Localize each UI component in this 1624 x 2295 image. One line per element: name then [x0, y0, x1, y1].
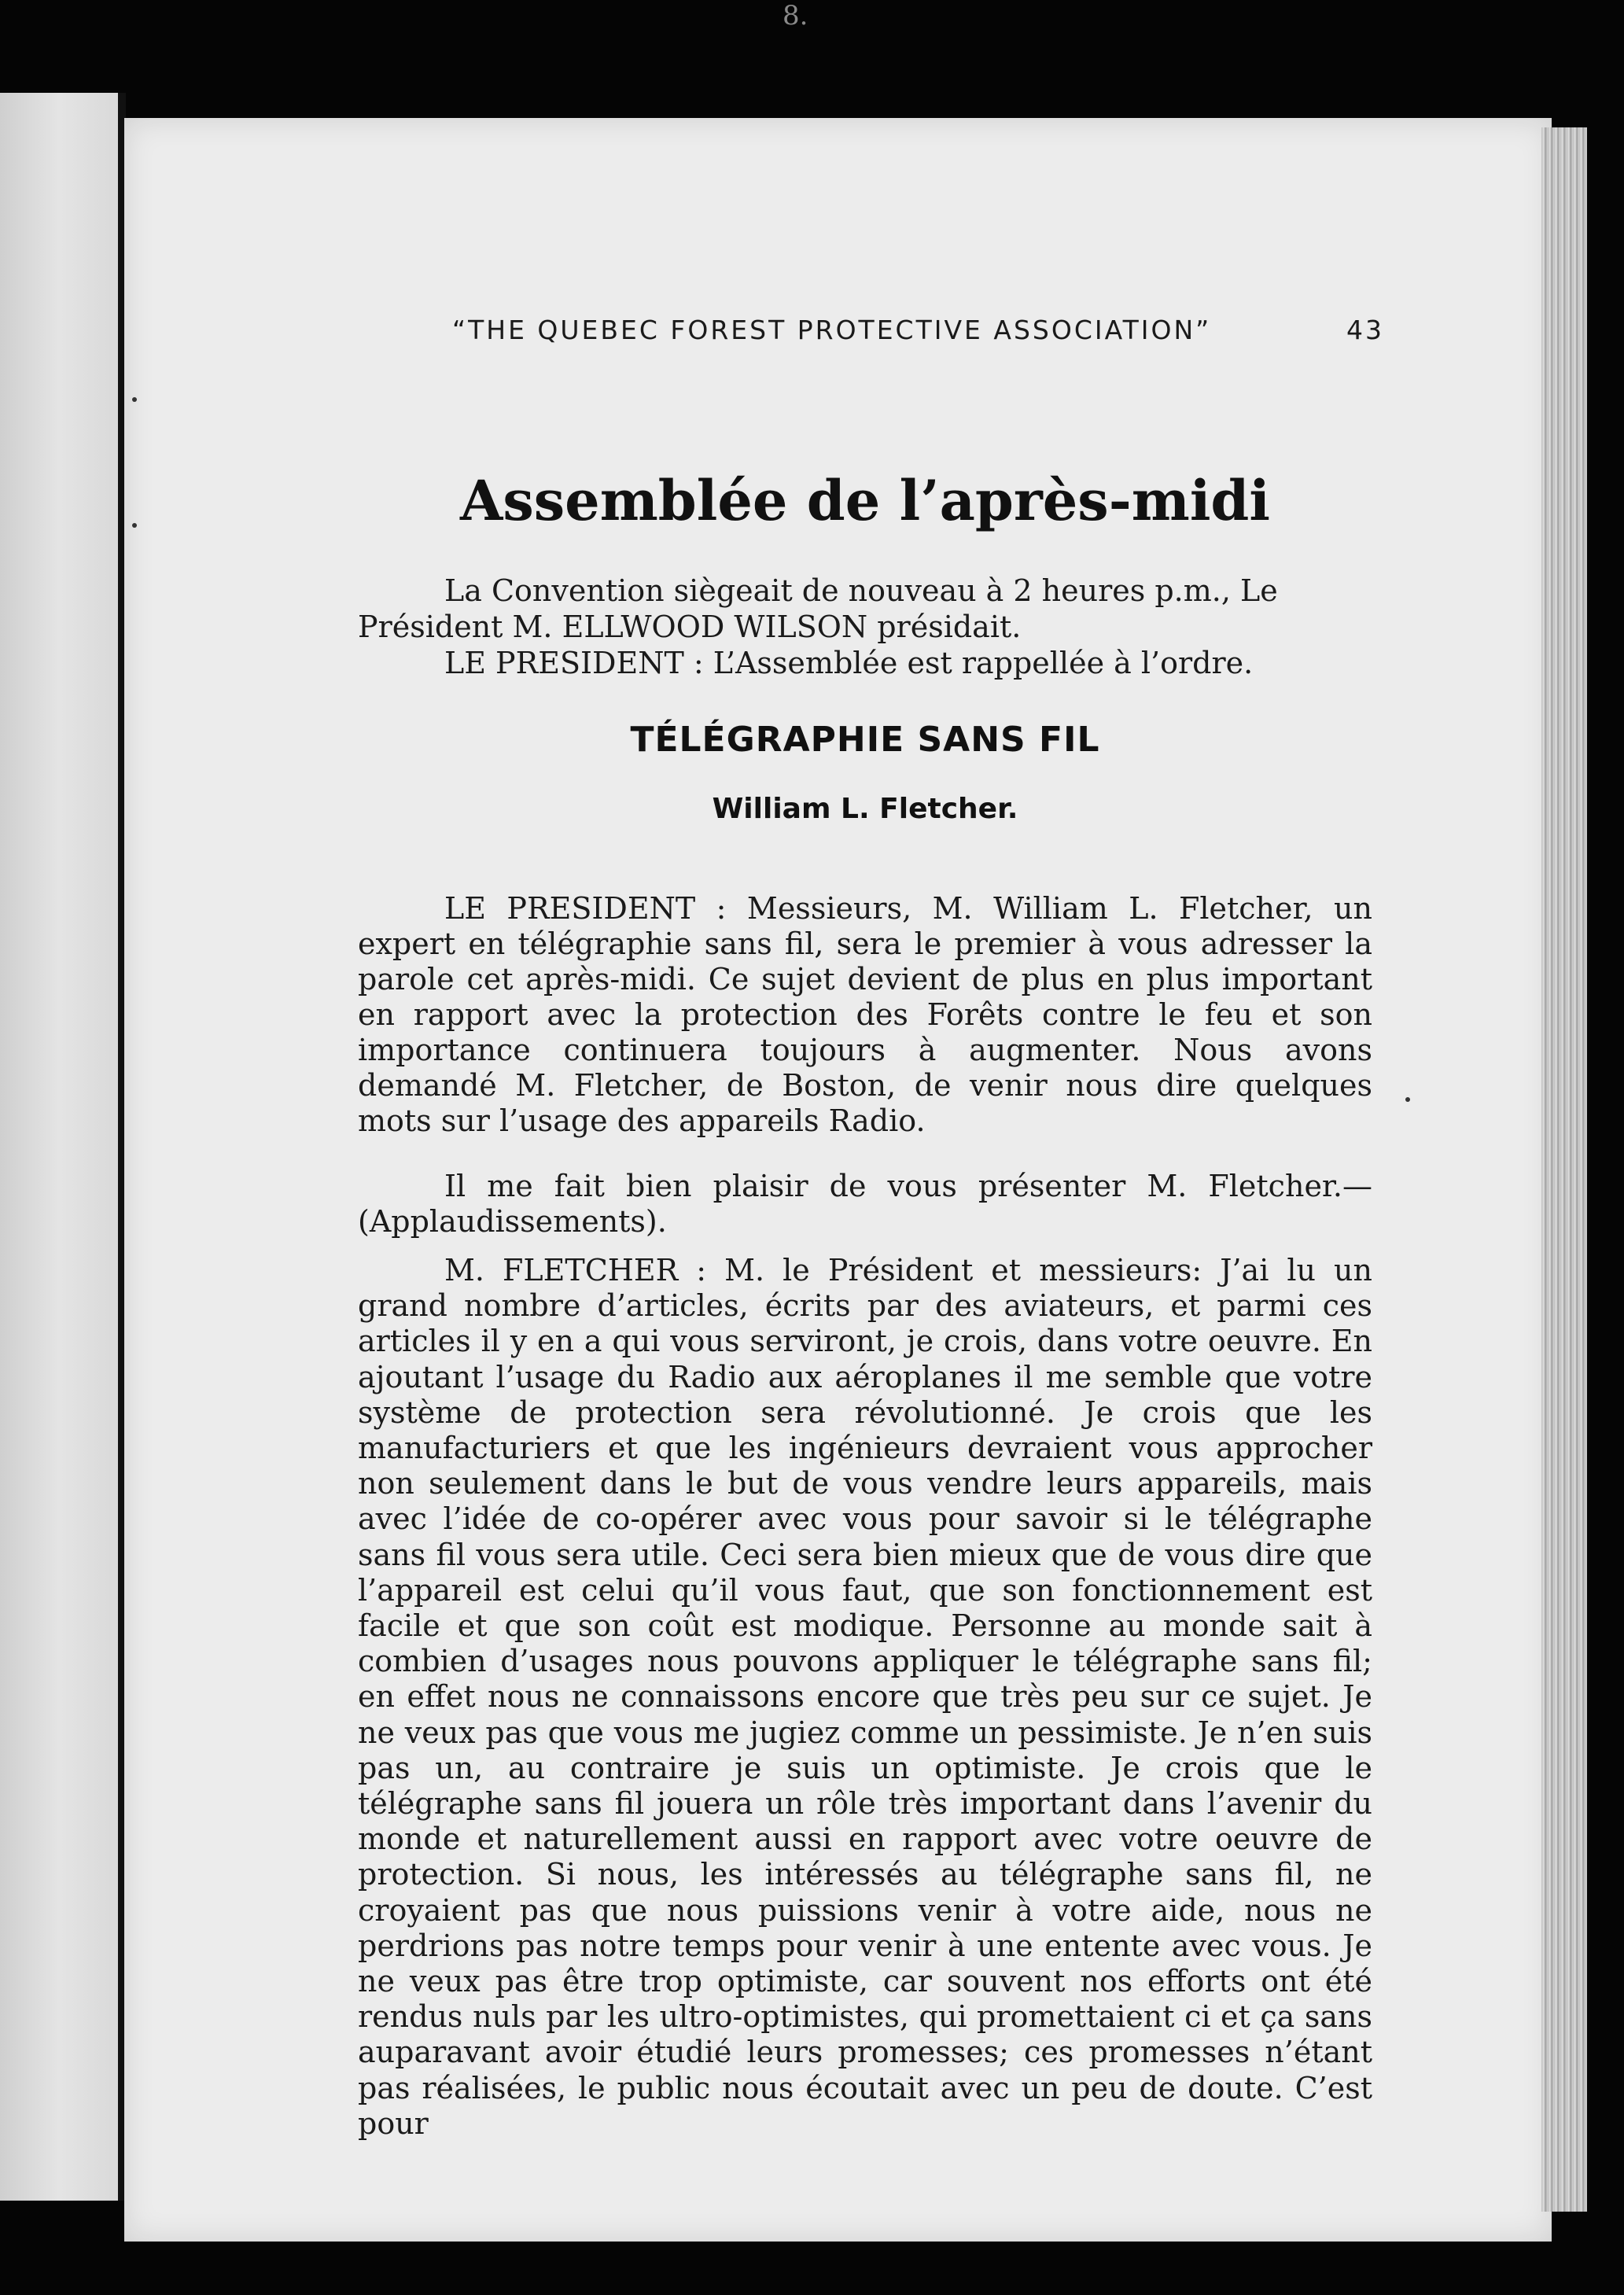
fletcher-remarks	[358, 1223, 1372, 2172]
page-stack-edge	[1541, 127, 1587, 2212]
top-mark: 8.	[783, 0, 808, 31]
facing-page-edge	[0, 93, 126, 2201]
running-title: “THE QUEBEC FOREST PROTECTIVE ASSOCIATION”	[452, 315, 1212, 345]
speck	[132, 397, 137, 402]
body-paragraph: M. FLETCHER : M. le Président et messieurs: J’ai lu un grand nombre d’articles, écrits par des aviateurs, et parmi ces articles il y en a qui vous serviront, je crois, dans votre oeuvre. En ajoutant l’usage du Radio aux aéroplanes il me semble que votre système de protection sera révolutionné. Je crois que les manufacturiers et que les ingénieurs devraient vous approcher non seulement dans le but de vous vendre leurs appareils, mais avec l’idée de co-opérer avec vous pour savoir si le télégraphe sans fil vous sera utile. Ceci sera bien mieux que de vous dire que l’appareil est celui qu’il vous faut, que son fonctionnement est facile et que son coût est modique. Personne au monde sait à combien d’usages nous pouvons appliquer le télégraphe sans fil; en effet nous ne connaissons encore que très peu sur ce sujet. Je ne veux pas que vous me jugiez comme un pessimiste. Je n’en suis pas un, au contraire je suis un optimiste. Je crois que le télégraphe sans fil jouera un rôle très important dans l’avenir du monde et naturellement aussi en rapport avec votre oeuvre de protection. Si nous, les intéressés au télégraphe sans fil, ne croyaient pas que nous puissions venir à votre aide, nous ne perdrions pas notre temps pour venir à une entente avec vous. Je ne veux pas être trop optimiste, car souvent nos efforts ont été rendus nuls par les ultro-optimistes, qui promettaient ci et ça sans auparavant avoir étudié leurs promesses; ces promesses n’étant pas réalisées, le public nous écoutait avec un peu de doute. C’est pour	[358, 1253, 1372, 2141]
page-number: 43	[1346, 315, 1384, 345]
intro-paragraph: La Convention siègeait de nouveau à 2 heures p.m., Le Président M. ELLWOOD WILSON présidait.	[358, 573, 1278, 644]
speck	[132, 523, 137, 528]
intro-paragraph: LE PRESIDENT : L’Assemblée est rappellée à l’ordre.	[444, 646, 1254, 680]
section-title: TÉLÉGRAPHIE SANS FIL	[630, 720, 1100, 760]
president-remarks	[358, 861, 1372, 1269]
intro-block	[358, 573, 1372, 681]
body-paragraph: Il me fait bien plaisir de vous présenter M. Fletcher.— (Applaudissements).	[358, 1169, 1372, 1239]
body-paragraph: LE PRESIDENT : Messieurs, M. William L. Fletcher, un expert en télégraphie sans fil, sera le premier à vous adresser la parole cet après-midi. Ce sujet devient de plus en plus important en rapport avec la protection des Forêts contre le feu et son importance continuera toujours à augmenter. Nous avons demandé M. Fletcher, de Boston, de venir nous dire quelques mots sur l’usage des appareils Radio.	[358, 891, 1372, 1138]
running-header	[452, 315, 1384, 345]
speaker-name: William L. Fletcher.	[712, 793, 1018, 825]
page-title: Assemblée de l’après-midi	[460, 468, 1270, 533]
speck	[1405, 1097, 1410, 1102]
